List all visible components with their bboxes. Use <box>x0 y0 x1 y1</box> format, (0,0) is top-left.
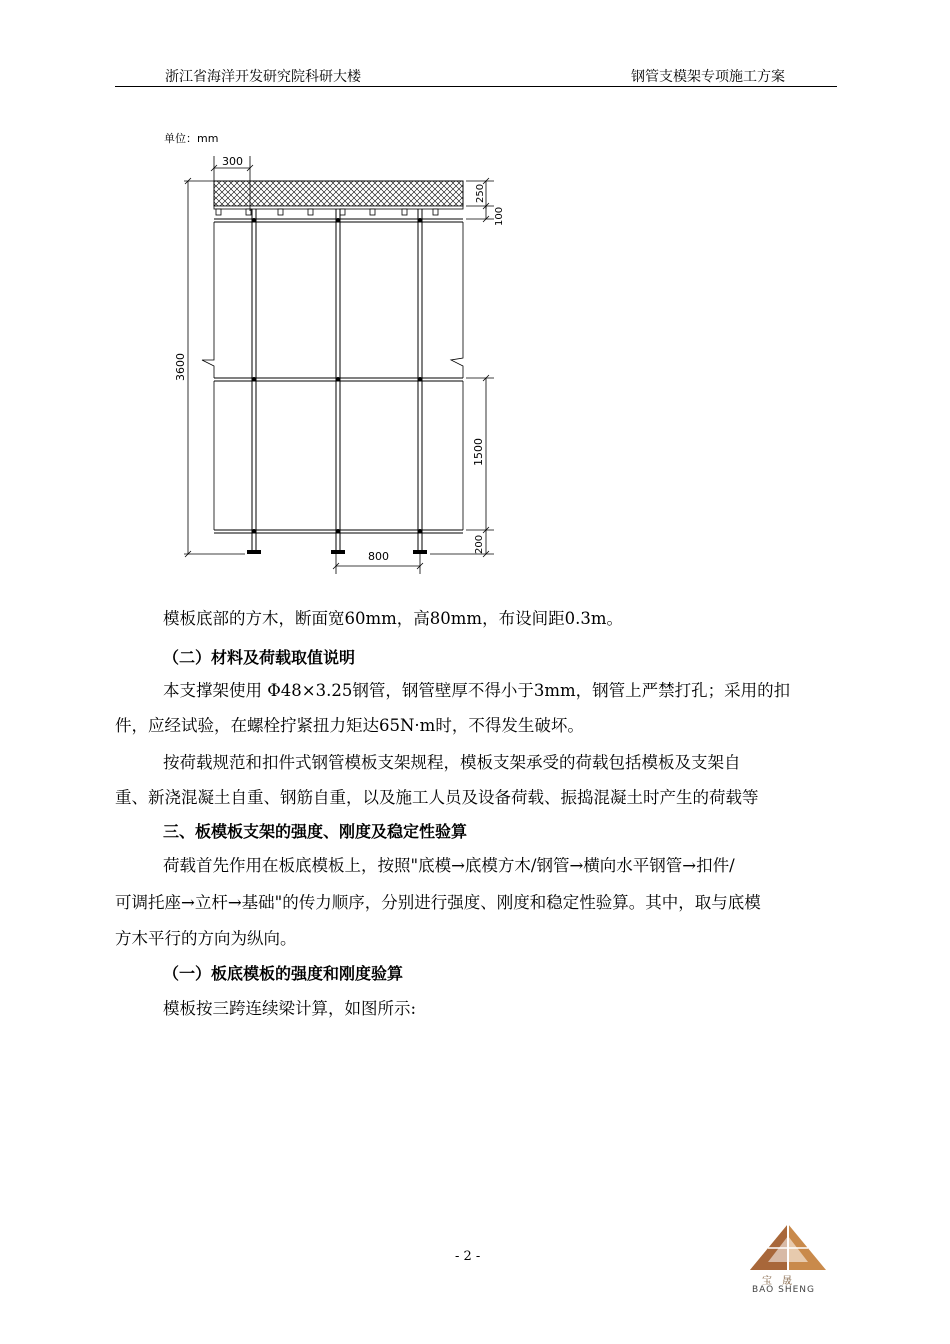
header-project-name: 浙江省海洋开发研究院科研大楼 <box>165 69 361 85</box>
unit-label: 单位：mm <box>164 132 219 145</box>
scaffold-elevation-diagram <box>150 126 530 576</box>
para-material-1: 本支撑架使用 Φ48×3.25钢管，钢管壁厚不得小于3mm，钢管上严禁打孔；采用的扣 <box>163 681 791 700</box>
heading-bottom-formwork: （一）板底模板的强度和刚度验算 <box>163 964 404 983</box>
break-lines <box>202 222 463 530</box>
timber-layer <box>214 206 463 209</box>
logo-english-name: BAO SHENG <box>752 1285 815 1295</box>
dim-1500: 1500 <box>472 438 485 466</box>
para-loads-2: 重、新浇混凝土自重、钢筋自重，以及施工人员及设备荷载、振捣混凝土时产生的荷载等 <box>115 788 759 807</box>
dim-3600: 3600 <box>174 353 187 381</box>
para-loads-1: 按荷载规范和扣件式钢管模板支架规程，模板支架承受的荷载包括模板及支架自 <box>163 753 741 772</box>
para-loadpath-3: 方木平行的方向为纵向。 <box>115 929 297 948</box>
dim-100: 100 <box>494 206 505 226</box>
couplers <box>252 218 422 533</box>
para-three-span: 模板按三跨连续梁计算，如图所示: <box>163 999 417 1018</box>
para-timber: 模板底部的方木，断面宽60mm，高80mm，布设间距0.3m。 <box>163 609 623 628</box>
heading-materials: （二）材料及荷载取值说明 <box>163 648 356 667</box>
dim-250: 250 <box>475 183 486 203</box>
header-document-title: 钢管支模架专项施工方案 <box>631 69 785 85</box>
timber-joists <box>216 209 438 215</box>
base-plates <box>247 550 427 554</box>
page-header <box>115 64 837 87</box>
para-loadpath-1: 荷载首先作用在板底模板上，按照"底模→底模方木/钢管→横向水平钢管→扣件/ <box>163 856 735 875</box>
para-material-2: 件，应经试验，在螺栓拧紧扭力矩达65N·m时，不得发生破坏。 <box>115 716 584 735</box>
concrete-slab <box>214 181 463 206</box>
logo-chinese-name: 宝晟 <box>762 1276 802 1287</box>
dim-300: 300 <box>222 155 243 168</box>
dim-200: 200 <box>474 534 485 554</box>
page-number: - 2 - <box>455 1249 481 1264</box>
heading-verification: 三、板模板支架的强度、刚度及稳定性验算 <box>163 822 468 841</box>
para-loadpath-2: 可调托座→立杆→基础"的传力顺序，分别进行强度、刚度和稳定性验算。其中，取与底模 <box>115 893 761 912</box>
dim-800: 800 <box>368 550 389 563</box>
